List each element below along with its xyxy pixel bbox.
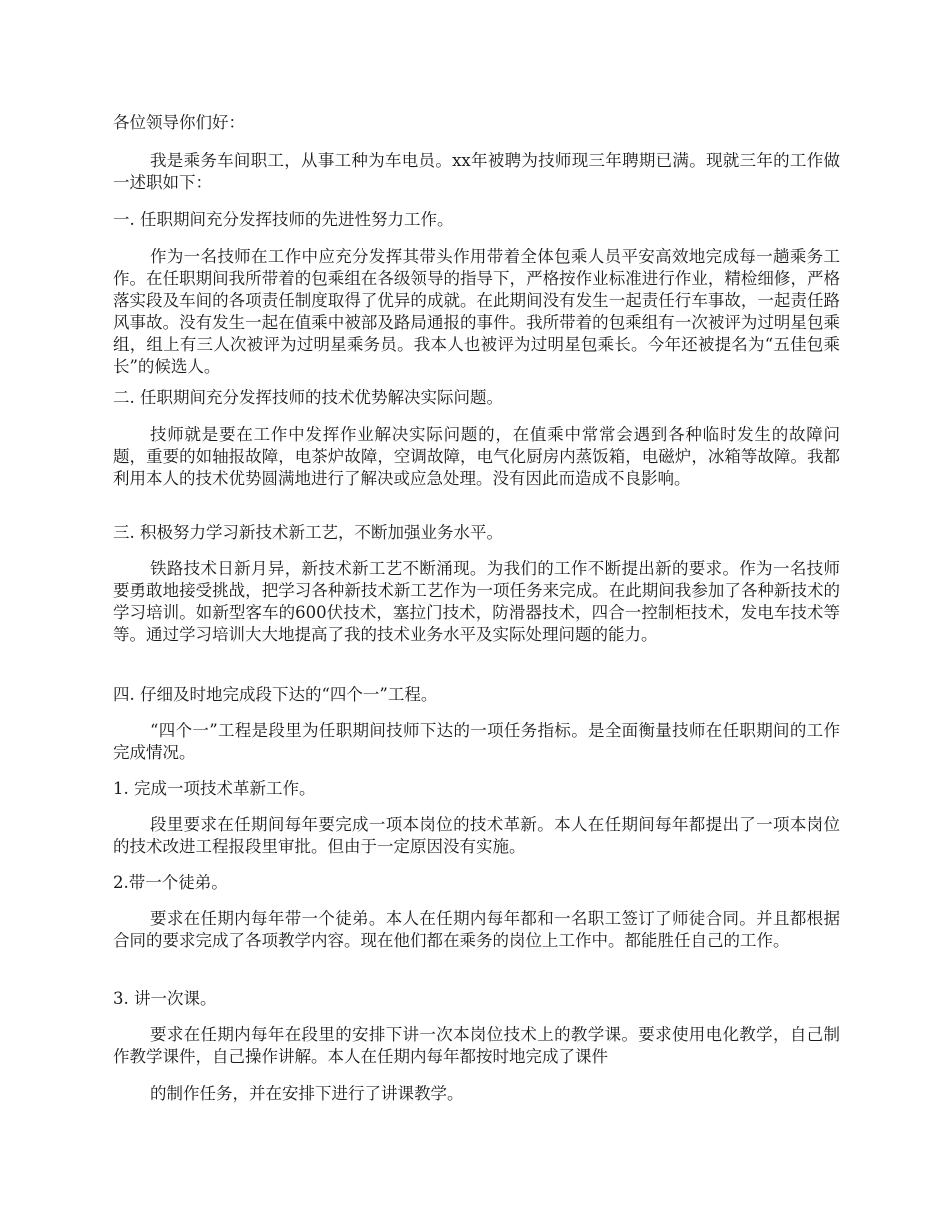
item-2-body: 要求在任期内每年带一个徒弟。本人在任期内每年都和一名职工签订了师徒合同。并且都根据合同的要求完成了各项教学内容。现在他们都在乘务的岗位上工作中。都能胜任自己的工作。 (113, 909, 840, 950)
section-1-body: 作为一名技师在工作中应充分发挥其带头作用带着全体包乘人员平安高效地完成每一趟乘务工作。在任职期间我所带着的包乘组在各级领导的指导下，严格按作业标准进行作业，精检细修，严格落实段及车间的各项责任制度取得了优异的成就。在此期间没有发生一起责任行车事故，一起责任路风事故。没有发生一起在值乘中被部及路局通报的事件。我所带着的包乘组有一次被评为过明星包乘组，组上有三人次被评为过明星乘务员。我本人也被评为过明星包乘长。今年还被提名为“五佳包乘长”的候选人。 (113, 247, 840, 376)
greeting: 各位领导你们好： (113, 113, 245, 132)
item-3-heading: 3. 讲一次课。 (113, 989, 217, 1008)
section-1-heading: 一. 任职期间充分发挥技师的先进性努力工作。 (113, 210, 454, 229)
item-1-heading: 1. 完成一项技术革新工作。 (113, 779, 316, 798)
section-3-heading: 三. 积极努力学习新技术新工艺，不断加强业务水平。 (113, 523, 503, 542)
section-4-heading: 四. 仔细及时地完成段下达的“四个一”工程。 (113, 685, 438, 704)
section-3-body: 铁路技术日新月异，新技术新工艺不断涌现。为我们的工作不断提出新的要求。作为一名技师要勇敢地接受挑战，把学习各种新技术新工艺作为一项任务来完成。在此期间我参加了各种新技术的学习培训。如新型客车的600伏技术，塞拉门技术，防滑器技术，四合一控制柜技术，发电车技术等等。通过学习培训大大地提高了我的技术业务水平及实际处理问题的能力。 (113, 559, 840, 644)
section-2-heading: 二. 任职期间充分发挥技师的技术优势解决实际问题。 (113, 388, 503, 407)
item-3-body: 要求在任期内每年在段里的安排下讲一次本岗位技术上的教学课。要求使用电化教学，自己制作教学课件，自己操作讲解。本人在任期内每年都按时地完成了课件 (113, 1025, 840, 1066)
section-2-body: 技师就是要在工作中发挥作业解决实际问题的，在值乘中常常会遇到各种临时发生的故障问题，重要的如轴报故障，电茶炉故障，空调故障，电气化厨房内蒸饭箱，电磁炉，冰箱等故障。我都利用本人的技术优势圆满地进行了解决或应急处理。没有因此而造成不良影响。 (113, 425, 840, 488)
intro-paragraph: 我是乘务车间职工，从事工种为车电员。xx年被聘为技师现三年聘期已满。现就三年的工作做一述职如下： (113, 151, 840, 192)
item-3-continuation: 的制作任务，并在安排下进行了讲课教学。 (150, 1084, 464, 1103)
section-4-body: “四个一”工程是段里为任职期间技师下达的一项任务指标。是全面衡量技师在任职期间的工作完成情况。 (113, 721, 840, 762)
item-1-body: 段里要求在任期间每年要完成一项本岗位的技术革新。本人在任期间每年都提出了一项本岗位的技术改进工程报段里审批。但由于一定原因没有实施。 (113, 815, 840, 856)
item-2-heading: 2.带一个徒弟。 (113, 873, 228, 892)
